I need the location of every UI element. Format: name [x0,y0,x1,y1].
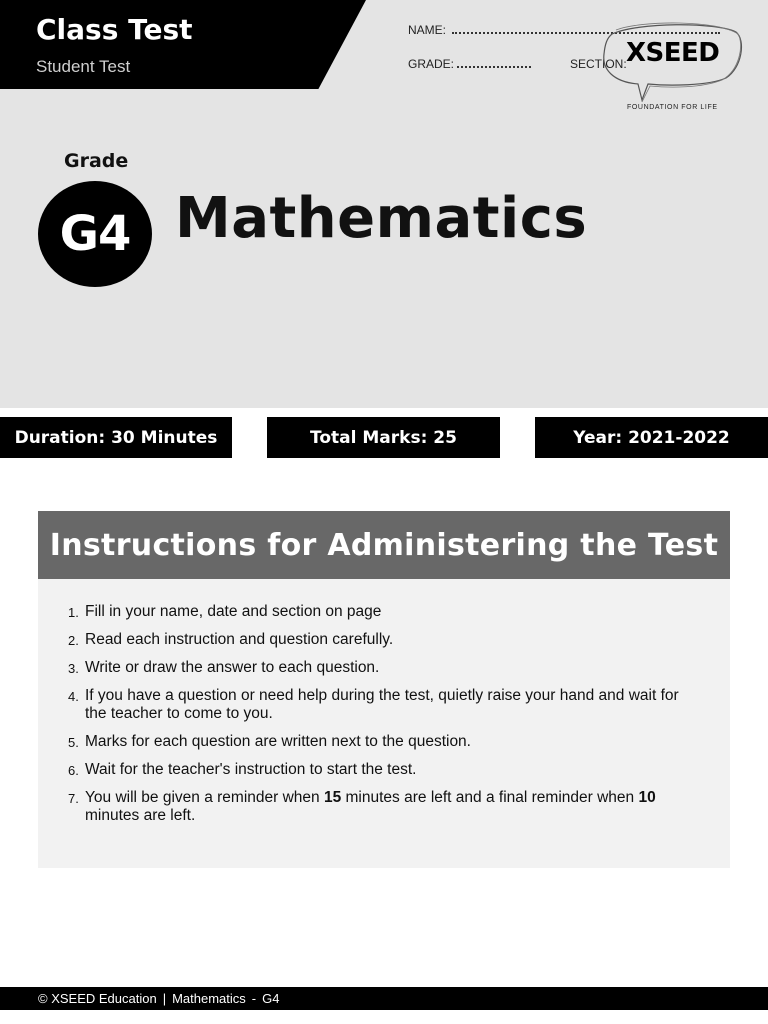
logo-wordmark: XSEED [626,38,720,68]
xseed-logo [598,20,746,116]
year-box [535,417,768,458]
total-marks-box [267,417,500,458]
footer-separator: | [162,991,167,1006]
list-item [68,631,690,649]
item-number: 5. [68,735,79,750]
year-text: Year: 2021-2022 [573,427,730,448]
item-text: Marks for each question are written next to the question. [85,733,471,750]
list-item [68,603,690,621]
item-number: 1. [68,605,79,620]
item-text: Read each instruction and question carefully. [85,631,394,648]
item-text-part: minutes are left and a final reminder when [341,789,639,806]
item-text: If you have a question or need help during the test, quietly raise your hand and wait for the teacher to come to you. [85,687,679,722]
footer-grade: G4 [262,991,280,1006]
duration-text: Duration: 30 Minutes [14,427,218,448]
item-number: 2. [68,633,79,648]
item-text-bold: 15 [323,789,342,806]
subject-title: Mathematics [175,186,588,251]
grade-code: G4 [59,206,131,262]
instructions-heading: Instructions for Administering the Test [38,511,730,579]
item-text: Fill in your name, date and section on page [85,603,382,620]
list-item [68,789,690,825]
name-label: NAME: [408,23,447,37]
item-text: Wait for the teacher's instruction to start the test. [85,761,417,778]
list-item [68,733,690,751]
duration-box [0,417,232,458]
item-text-bold: 10 [638,789,656,806]
grade-label: GRADE: [408,57,455,71]
item-text-part: minutes are left. [85,807,196,824]
footer-copyright: © XSEED Education [38,991,157,1006]
grade-heading: Grade [64,150,129,172]
item-number: 4. [68,689,79,704]
grade-badge [38,181,152,287]
item-text-part: You will be given a reminder when [85,789,324,806]
grade-field[interactable] [457,66,531,68]
list-item [68,687,690,723]
footer-subject: Mathematics [172,991,246,1006]
item-number: 6. [68,763,79,778]
page-footer [0,987,768,1010]
page-title: Class Test [36,13,193,46]
item-text: Write or draw the answer to each question. [85,659,380,676]
logo-speech-bubble-icon [598,20,746,116]
item-number: 3. [68,661,79,676]
total-marks-text: Total Marks: 25 [310,427,457,448]
footer-separator: - [251,991,257,1006]
list-item [68,659,690,677]
instructions-panel [38,511,730,868]
section-label: SECTION: [570,57,627,71]
instructions-list [38,579,730,825]
item-number: 7. [68,791,79,806]
logo-tagline: FOUNDATION FOR LIFE [627,104,718,111]
page-subtitle: Student Test [36,57,131,76]
list-item [68,761,690,779]
